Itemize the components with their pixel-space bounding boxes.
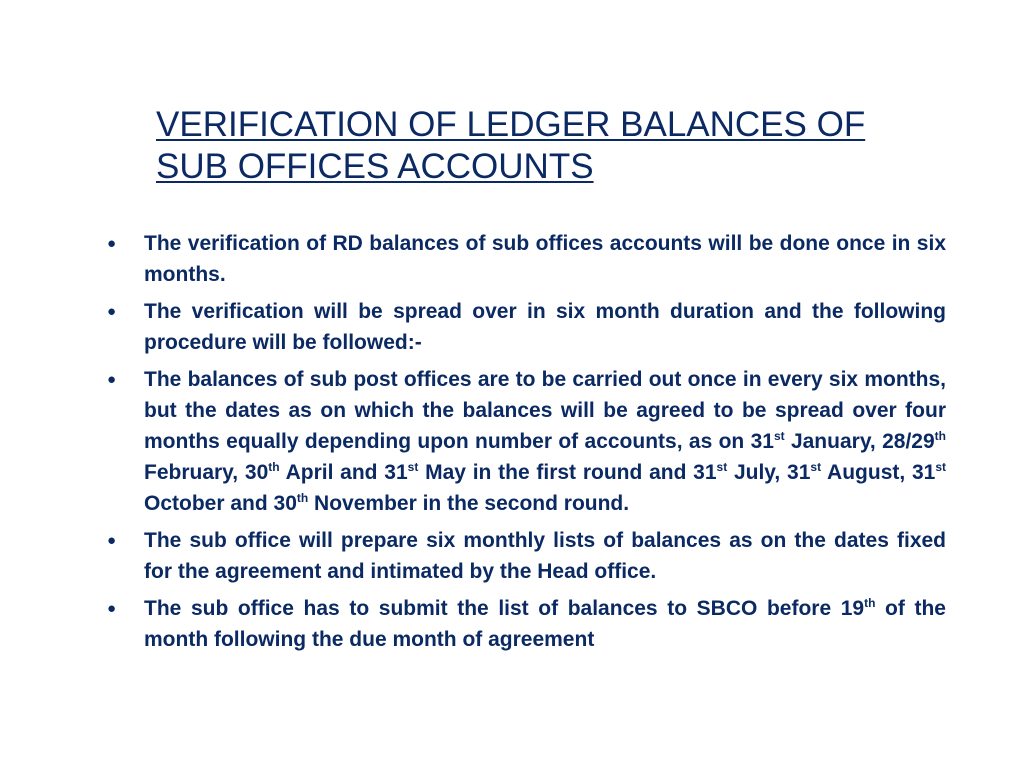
bullet-dot-icon: ● — [107, 532, 117, 549]
ordinal-suffix: th — [268, 460, 280, 474]
bullet-item — [104, 525, 946, 587]
ordinal-suffix: th — [934, 429, 946, 443]
slide-title — [156, 104, 996, 188]
bullet-dot-icon: ● — [107, 600, 117, 617]
slide-title-line-1: VERIFICATION OF LEDGER BALANCES OF — [156, 105, 866, 144]
ordinal-suffix: st — [407, 460, 419, 474]
bullet-item — [104, 296, 946, 358]
bullet-item — [104, 228, 946, 290]
ordinal-suffix: th — [296, 491, 309, 505]
bullet-text: The verification of RD balances of sub offices accounts will be done once in six months. — [144, 232, 946, 286]
slide-title-line-2: SUB OFFICES ACCOUNTS — [156, 147, 594, 186]
bullet-text: The verification will be spread over in six month duration and the following procedure will be followed:- — [144, 300, 946, 354]
bullet-text: The balances of sub post offices are to be carried out once in every six months, but the dates as on which the balances will be agreed to be spread over four months equally depending upon number of accounts, as on 31st January, 28/29th February, 30th April and 31st May in the first round and 31st July, 31st August, 31st October and 30th November in the second round. — [144, 368, 946, 515]
bullet-list — [104, 228, 946, 661]
bullet-dot-icon: ● — [107, 371, 117, 388]
bullet-text: The sub office will prepare six monthly lists of balances as on the dates fixed for the agreement and intimated by the Head office. — [144, 529, 946, 583]
bullet-text: The sub office has to submit the list of balances to SBCO before 19th of the month following the due month of agreement — [144, 596, 946, 651]
ordinal-suffix: st — [935, 460, 946, 474]
ordinal-suffix: th — [864, 596, 876, 610]
bullet-item — [104, 364, 946, 519]
ordinal-suffix: st — [773, 429, 785, 443]
bullet-dot-icon: ● — [107, 303, 117, 320]
bullet-item — [104, 593, 946, 655]
ordinal-suffix: st — [810, 460, 822, 474]
ordinal-suffix: st — [716, 460, 728, 474]
bullet-dot-icon: ● — [107, 235, 117, 252]
